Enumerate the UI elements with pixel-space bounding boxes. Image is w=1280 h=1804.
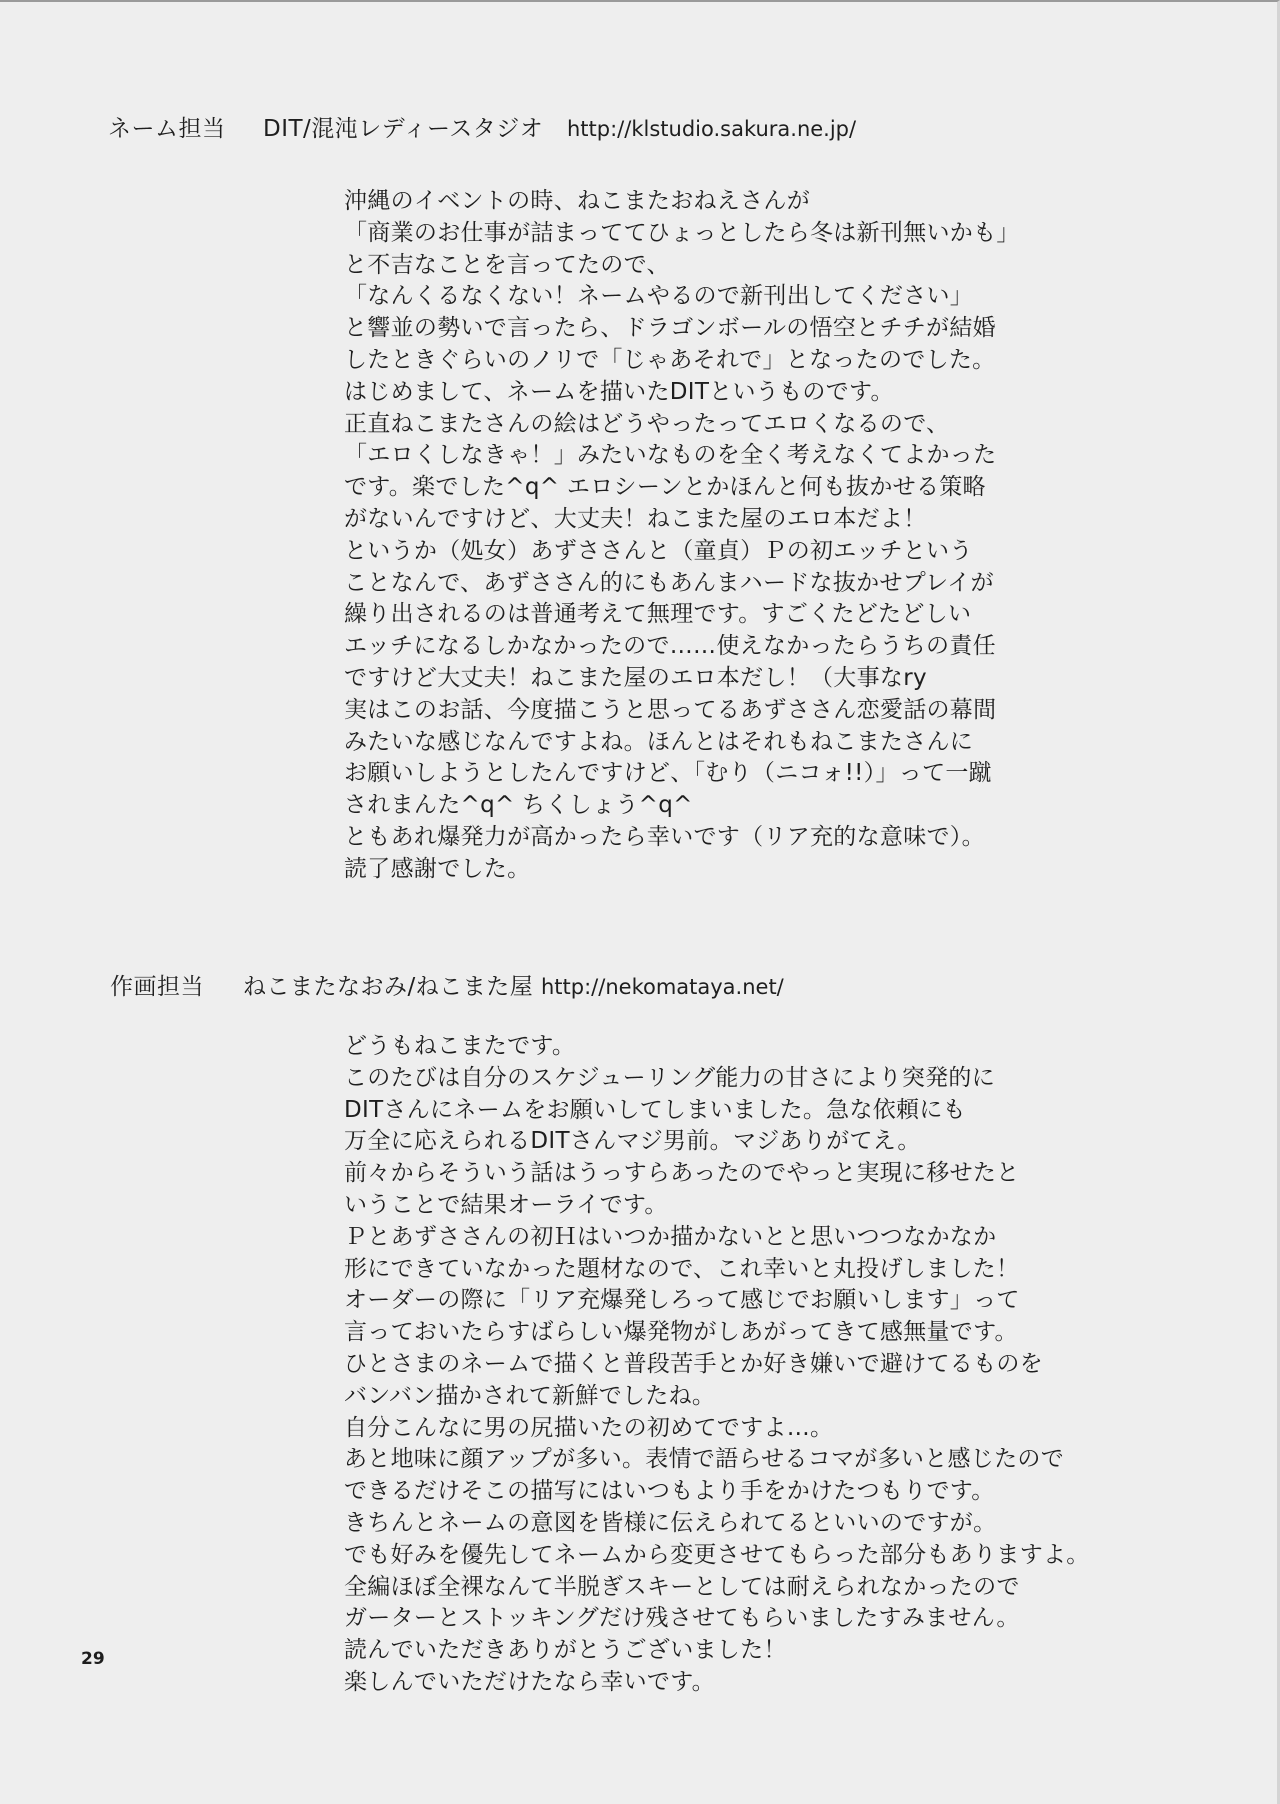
text-line: 「エロくしなきゃ！」みたいなものを全く考えなくてよかった [344,442,997,469]
text-line: 繰り出されるのは普通考えて無理です。すごくたどたどしい [344,601,972,628]
credit-author: ねこまたなおみ/ねこまた屋 [243,974,534,1000]
text-line: 読了感謝でした。 [344,855,531,882]
text-line: Ｐとあずささんの初Ｈはいつか描かないとと思いつつなかなか [344,1223,997,1250]
text-line: というか（処女）あずささんと（童貞）Ｐの初エッチという [344,537,973,564]
text-line: がないんですけど、大丈夫！ねこまた屋のエロ本だよ！ [344,505,927,532]
credit-header-name [108,110,856,143]
text-line: いうことで結果オーライです。 [344,1191,668,1218]
text-line: ガーターとストッキングだけ残させてもらいましたすみません。 [344,1605,1020,1632]
text-line: オーダーの際に「リア充爆発しろって感じでお願いします」って [344,1287,1020,1314]
afterword-text-art [344,1031,1090,1699]
text-line: 読んでいただきありがとうございました！ [344,1637,787,1664]
text-line: と不吉なことを言ってたので、 [344,251,670,278]
text-line: どうもねこまたです。 [344,1033,576,1059]
text-line: エッチになるしかなかったので……使えなかったらうちの責任 [344,633,996,660]
text-line: きちんとネームの意図を皆様に伝えられてるといいのですが。 [344,1509,997,1536]
text-line: でも好みを優先してネームから変更させてもらった部分もありますよ。 [344,1541,1090,1568]
text-line: 沖縄のイベントの時、ねこまたおねえさんが [344,188,810,214]
text-line: です。楽でした^q^ エロシーンとかほんと何も抜かせる策略 [344,474,986,501]
credit-url: http://klstudio.sakura.ne.jp/ [567,117,857,141]
credit-header-art [110,968,784,1001]
text-line: お願いしようとしたんですけど、「むり（ニコォ!!）」って一蹴 [344,760,992,787]
text-line: ですけど大丈夫！ねこまた屋のエロ本だし！（大事なry [344,664,927,691]
credit-url: http://nekomataya.net/ [541,975,784,999]
text-line: ことなんで、あずささん的にもあんまハードな抜かせプレイが [344,569,994,596]
page-number: 29 [81,1649,105,1669]
text-line: ひとさまのネームで描くと普段苦手とか好き嫌いで避けてるものを [344,1350,1043,1377]
text-line: 全編ほぼ全裸なんて半脱ぎスキーとしては耐えられなかったので [344,1573,1020,1600]
text-line: このたびは自分のスケジューリング能力の甘さにより突発的に [344,1064,996,1091]
text-line: されまんた^q^ ちくしょう^q^ [344,792,693,819]
text-line: バンバン描かされて新鮮でしたね。 [344,1382,716,1409]
text-line: 楽しんでいただけたなら幸いです。 [344,1668,715,1695]
credit-role: 作画担当 [110,974,204,1000]
text-line: 実はこのお話、今度描こうと思ってるあずささん恋愛話の幕間 [344,696,997,723]
text-line: 「なんくるなくない！ネームやるので新刊出してください」 [344,283,974,310]
text-line: できるだけそこの描写にはいつもより手をかけたつもりです。 [344,1478,995,1505]
text-line: したときぐらいのノリで「じゃあそれで」となったのでした。 [344,346,996,373]
afterword-text-name [344,186,1020,886]
text-line: はじめまして、ネームを描いたDITというものです。 [344,378,894,405]
text-line: 万全に応えられるDITさんマジ男前。マジありがてえ。 [344,1128,921,1155]
text-line: 「商業のお仕事が詰まっててひょっとしたら冬は新刊無いかも」 [344,219,1020,246]
text-line: 言っておいたらすばらしい爆発物がしあがってきて感無量です。 [344,1319,1018,1346]
text-line: 前々からそういう話はうっすらあったのでやっと実現に移せたと [344,1160,1020,1187]
text-line: ともあれ爆発力が高かったら幸いです（リア充的な意味で）。 [344,823,985,850]
text-line: あと地味に顔アップが多い。表情で語らせるコマが多いと感じたので [344,1446,1064,1473]
text-line: DITさんにネームをお願いしてしまいました。急な依頼にも [344,1096,966,1123]
credit-role: ネーム担当 [108,116,226,142]
text-line: 正直ねこまたさんの絵はどうやったってエロくなるので、 [344,410,950,437]
text-line: と響並の勢いで言ったら、ドラゴンボールの悟空とチチが結婚 [344,315,996,342]
text-line: 自分こんなに男の尻描いたの初めてですよ…。 [344,1414,834,1441]
text-line: 形にできていなかった題材なので、これ幸いと丸投げしました！ [344,1255,1020,1282]
credit-author: DIT/混沌レディースタジオ [263,116,544,142]
text-line: みたいな感じなんですよね。ほんとはそれもねこまたさんに [344,728,974,755]
